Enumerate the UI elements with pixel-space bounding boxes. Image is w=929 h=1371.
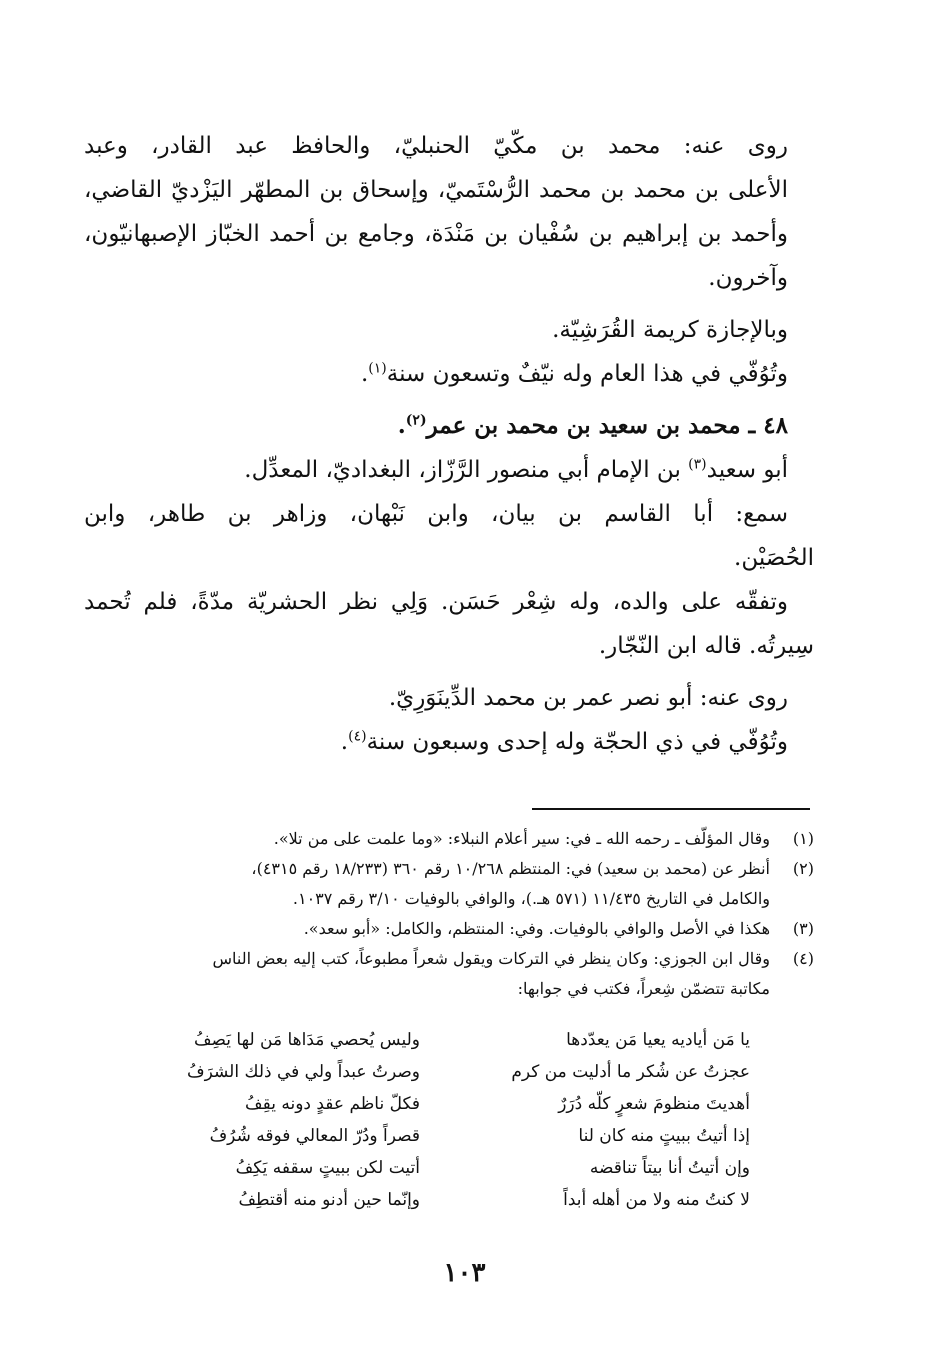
footnote-ref: (٢) [405,412,427,429]
poem-verse: لا كنتُ منه ولا من أهله أبداً [563,1190,750,1210]
death2-text: وتُوُفّي في ذي الحجّة وله إحدى وسبعون سنة [366,729,788,755]
poem-verse: وصرتُ عبداً ولي في ذلك الشرَفُ [187,1062,420,1082]
poem [150,1024,750,1216]
poem-verse: أهديتَ منظومَ شعرٍ كلّه دُرَرٌ [558,1094,750,1114]
footnote-line: هكذا في الأصل والوافي بالوفيات. وفي: المنتظم، والكامل: «أبو سعد». [303,919,770,938]
footnote-body [84,914,770,944]
heading-text: ٤٨ ـ محمد بن سعيد بن محمد بن عمر [426,412,788,439]
footnote-line: وقال المؤلّف ـ رحمه الله ـ في: سير أعلام النبلاء: «وما علمت على من تلا». [273,829,770,848]
paragraph-heard [84,492,814,580]
text-line: سِيرتُه. قاله ابن النّجّار. [598,633,814,659]
poem-first-hemistichs [480,1024,750,1216]
paragraph-death2 [84,720,814,764]
poem-verse: فكلّ ناظم عقدٍ دونه يقِفُ [245,1094,420,1114]
footnote-line: والكامل في التاريخ ١١/٤٣٥ (٥٧١ هـ.)، والوافي بالوفيات ٣/١٠ رقم ١٠٣٧. [292,889,770,908]
footnote-line: أنظر عن (محمد بن سعيد) في: المنتظم ١٠/٢٦٨ رقم ٣٦٠ (١٨/٢٣٣ رقم ٤٣١٥)، [251,859,770,878]
poem-verse: قصراً ودُرّ المعالي فوقه شُرُفُ [209,1126,420,1146]
poem-verse: وإن أتيتُ أنا بيتاً تناقضه [589,1158,750,1178]
text-line: وتُوُفّي في ذي الحجّة وله إحدى وسبعون سنة$^{(٤)}$. [340,728,788,755]
footnote-number: (١) [792,829,814,848]
footnote-3 [84,914,814,944]
poem-verse: عجزتُ عن شُكر ما أدليت من كرم [511,1062,750,1082]
paragraph-fiqh [84,580,814,668]
text-line: الأعلى بن محمد بن محمد الرُّسْتَميّ، وإسحاق بن المطهّر اليَزْديّ القاضي، [84,177,788,203]
paragraph-ijaza [84,308,814,352]
footnote-body [84,824,770,854]
poem-verse: أتيت لكن ببيتٍ سقفه يَكِفُ [235,1158,420,1178]
death-text: وتُوُفّي في هذا العام وله نيّفٌ وتسعون سنة [386,361,788,387]
footnote-divider [532,808,810,810]
text-line: وأحمد بن إبراهيم بن سُفْيان بن مَنْدَة، وجامع بن أحمد الخبّاز الإصبهانيّون، [84,221,788,247]
footnote-number: (٤) [792,949,814,968]
text-line: وآخرون. [708,265,788,291]
heading-line: ٤٨ ـ محمد بن سعيد بن محمد بن عمر$^{(٢)}$. [397,412,788,439]
poem-verse: وإنّما حين أدنو منه أقتطِفُ [238,1190,420,1210]
main-text [84,124,814,772]
footnote-body [84,854,770,914]
footnote-line: وقال ابن الجوزي: وكان ينظر في التركات ويقول شعراً مطبوعاً، كتب إليه بعض الناس [212,949,770,968]
text-line: سمع: أبا القاسم بن بيان، وابن نَبْهان، وزاهر بن طاهر، وابن [84,501,788,527]
footnote-2 [84,854,814,914]
footnote-ref: (٤) [348,728,367,745]
footnote-1 [84,824,814,854]
text-line: وبالإجازة كريمة القُرَشِيّة. [552,317,788,343]
footnote-ref: (٣) [688,456,707,473]
text-line: روى عنه: أبو نصر عمر بن محمد الدِّينَوَرِيّ. [388,685,788,711]
footnotes [84,824,814,1004]
kunya-text: أبو سعيد [706,457,788,483]
page-number: ١٠٣ [443,1258,486,1288]
poem-verse: وليس يُحصي مَدَاها مَن لها يَصِفُ [193,1030,420,1050]
footnote-number: (٣) [792,919,814,938]
footnote-body [84,944,770,1004]
text-line: الحُصَيْن. [734,545,814,571]
footnote-number: (٢) [792,859,814,878]
text-line: وتُوُفّي في هذا العام وله نيّفٌ وتسعون سنة$^{(١)}$. [360,360,788,387]
paragraph-narrators [84,124,814,300]
poem-verse: يا مَن أياديه يعيا مَن يعدّدها [566,1030,750,1050]
text-line [84,448,788,492]
footnote-line: مكاتبة تتضمّن شِعراً، فكتب في جوابها: [517,979,770,998]
footnote-4 [84,944,814,1004]
text-line: روى عنه: محمد بن مكّيّ الحنبليّ، والحافظ عبد القادر، وعبد [84,133,788,159]
poem-second-hemistichs [150,1024,420,1216]
entry-heading [84,404,814,448]
footnote-ref: (١) [368,360,387,377]
text-line: وتفقّه على والده، وله شِعْر حَسَن. وَلِي نظر الحشريّة مدّةً، فلم تُحمد [84,589,788,615]
paragraph-death [84,352,814,396]
poem-verse: إذا أتيتُ ببيتٍ منه كان لنا [578,1126,750,1146]
kunya-rest: بن الإمام أبي منصور الرَّزّاز، البغداديّ، المعدِّل. [244,457,689,483]
paragraph-narrator2 [84,676,814,720]
paragraph-kunya [84,448,814,492]
